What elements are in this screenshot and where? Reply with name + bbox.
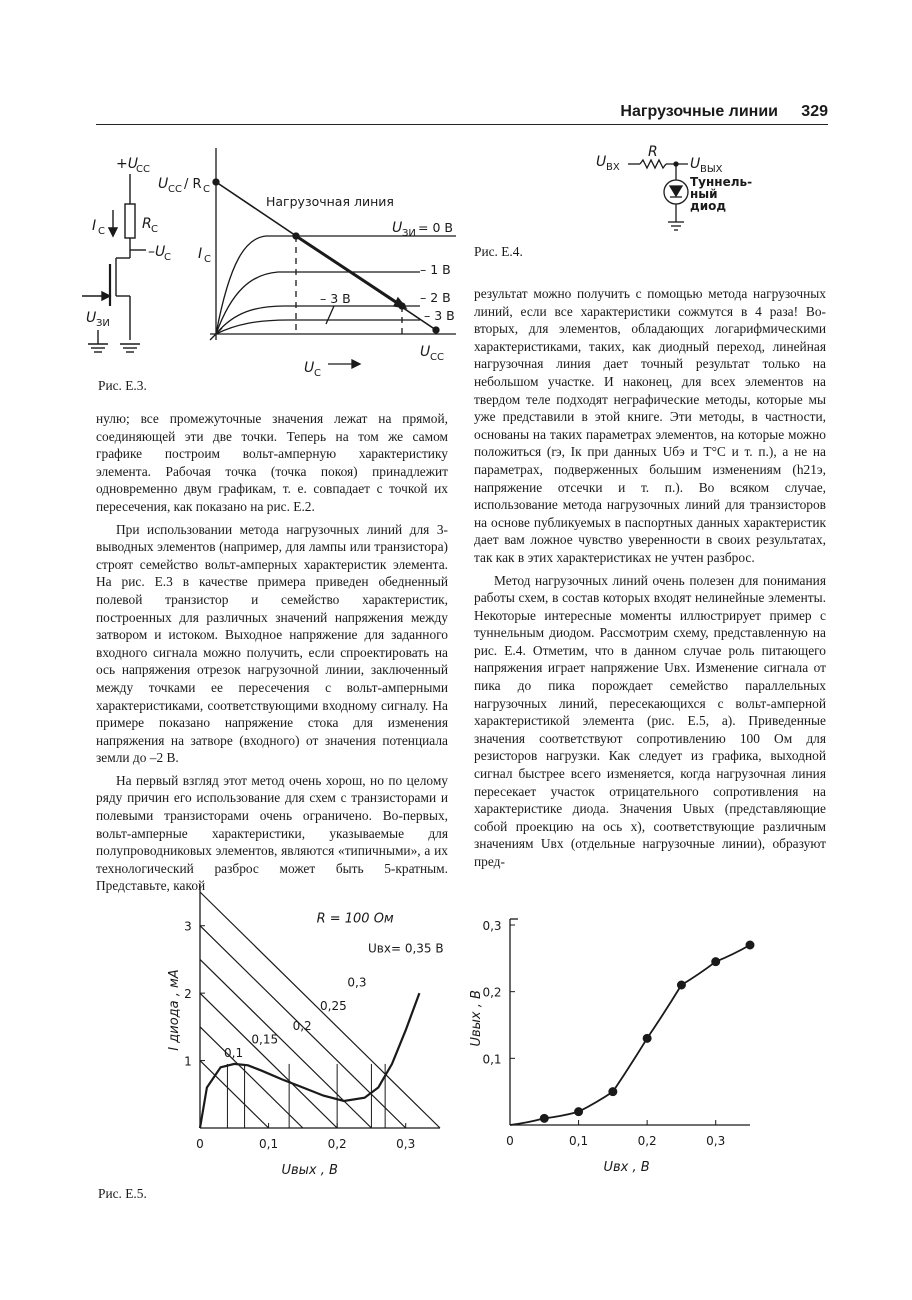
running-title: Нагрузочные линии [620, 103, 778, 120]
figure-e3 [80, 140, 460, 380]
svg-text:I: I [198, 246, 203, 262]
page-header [96, 100, 828, 125]
svg-text:U: U [158, 176, 169, 192]
caption-e3: Рис. Е.3. [98, 378, 147, 393]
page-number: 329 [801, 103, 828, 120]
svg-text:С: С [203, 184, 210, 195]
chart-e5a-diode-load-lines [150, 880, 450, 1180]
load-line [200, 1061, 269, 1128]
svg-text:С: С [151, 224, 158, 235]
vcc-label: +U [116, 156, 138, 172]
transfer-curve [510, 945, 750, 1125]
svg-text:ВЫХ: ВЫХ [700, 164, 723, 175]
resistor-r [640, 160, 666, 168]
load-line-end [433, 327, 439, 333]
curve-3v [216, 320, 420, 334]
caption-e5: Рис. Е.5. [98, 1186, 147, 1201]
x-tick-label: 0,1 [259, 1137, 279, 1151]
paragraph: При использовании метода нагрузочных линий для 3-выводных элементов (например, для лампы или транзистора) строят семейство вольт-амперных характеристик элемента. На рис. Е.3 в качестве примера приведен обедненный полевой транзистор и семейство характеристик, построенных для различных значений напряжения между затвором и истоком. Выходное напряжение для заданного входного сигнала можно получить, если спроектировать на ось напряжения отрезок нагрузочной линии, заключенный между точками ее пересечения с вольт-амперными характеристиками, соответствующими входному сигналу. На примере показано напряжение стока для изменения напряжения на затворе (входного) от значения потенциала земли до –2 В. [96, 521, 448, 766]
svg-text:U: U [420, 344, 431, 360]
paragraph: На первый взгляд этот метод очень хорош, но по целому ряду причин его использование для схем с транзисторами и полевыми транзисторами очень ограничено. Во-первых, вольт-амперные характеристики, указываемые для полупроводниковых элементов, являются «типичными», а их технологический разброс может быть 5-кратным. Представьте, какой [96, 772, 448, 894]
chart-title: R = 100 Ом [316, 911, 394, 927]
right-column [474, 285, 826, 876]
data-point [712, 958, 720, 966]
x-tick-label: 0,2 [637, 1134, 657, 1148]
paragraph: нулю; все промежуточные значения лежат на прямой, соединяющей эти две точки. Теперь на том же самом графике построим вольт-амперную характеристику элемента. Рабочая точка (точка покоя) принадлежит одновременно двум графикам, т. е. совпадает с точкой их пересечения, как показано на рис. Е.2. [96, 411, 448, 514]
label-3v: – 3 В [424, 308, 455, 323]
load-line [200, 959, 371, 1128]
x-tick-label: 0,3 [396, 1137, 416, 1151]
svg-text:С: С [98, 226, 105, 237]
fet-characteristics [158, 148, 456, 379]
load-line-label: 0,1 [224, 1046, 244, 1061]
drain-resistor [125, 204, 135, 238]
y-tick-label: 0,1 [482, 1052, 502, 1067]
svg-text:ВХ: ВХ [606, 162, 620, 173]
svg-text:Нагрузочная линия: Нагрузочная линия [266, 194, 394, 209]
x-axis-label: Uвых , В [281, 1163, 338, 1178]
svg-text:диод: диод [690, 199, 727, 213]
load-line-label: 0,2 [292, 1019, 312, 1034]
svg-text:С: С [164, 252, 171, 263]
x-tick-label: 0,2 [327, 1137, 347, 1151]
x-axis-label: Uвх , В [603, 1160, 650, 1175]
load-line-label: 0,3 [347, 975, 367, 990]
x-tick-label: 0 [196, 1137, 204, 1151]
svg-text:I: I [92, 218, 97, 234]
svg-text:СС: СС [136, 164, 150, 175]
y-tick-label: 0,3 [482, 919, 502, 933]
left-column [96, 410, 448, 900]
y-tick-label: 1 [184, 1054, 192, 1069]
svg-text:R: R [648, 144, 658, 160]
svg-text:СС: СС [430, 352, 444, 363]
svg-text:С: С [204, 254, 211, 265]
data-point [677, 981, 685, 989]
paragraph: Метод нагрузочных линий очень полезен для понимания работы схем, в состав которых входят нелинейные элементы. Некоторые интересные моменты иллюстрирует пример с туннельным диодом. Рассмотрим схему, представленную на рис. Е.4. Отметим, что в данном случае роль питающего напряжения играет напряжение Uвх. Изменение сигнала от пика до пика порождает семейство параллельных нагрузочных линий, пересекающихся с вольт-амперной характеристикой элемента (рис. Е.5, а). Приведенные значения соответствуют сопротивлению 100 Ом для резисторов нагрузки. Как следует из графика, выходной сигнал быстрее всего изменяется, когда нагрузочная линия пересекает участок отрицательного сопротивления на характеристике диода. Значения Uвых (представляющие собой проекцию на ось x), соответствующие различным значениям Uвх (отдельные нагрузочные линии), образуют пред- [474, 572, 826, 869]
svg-text:ЗИ: ЗИ [402, 228, 416, 239]
svg-text:U: U [304, 360, 315, 376]
x-tick-label: 0 [506, 1134, 514, 1148]
svg-text:U: U [86, 310, 97, 326]
label-0v: = 0 В [418, 220, 453, 235]
svg-text:Туннель-: Туннель- [690, 175, 753, 189]
svg-text:–U: –U [148, 244, 166, 260]
svg-text:U: U [392, 220, 403, 236]
curve-1v [216, 272, 420, 334]
load-line-label: Uвх= 0,35 В [368, 941, 444, 956]
svg-text:СС: СС [168, 184, 182, 195]
x-tick-label: 0,1 [569, 1134, 589, 1148]
y-axis-label: Uвых , В [469, 990, 484, 1047]
data-point [746, 941, 754, 949]
svg-text:С: С [314, 368, 321, 379]
load-line-label: 0,25 [320, 999, 347, 1013]
svg-text:ЗИ: ЗИ [96, 318, 110, 329]
label-1v: – 1 В [420, 262, 451, 277]
label-2v: – 2 В [420, 290, 451, 305]
label-3v-inner: – 3 В [320, 291, 351, 306]
load-line-label: 0,15 [251, 1032, 279, 1047]
svg-text:U: U [596, 154, 607, 170]
load-line [200, 993, 337, 1128]
chart-e5b-transfer [460, 915, 770, 1180]
x-tick-label: 0,3 [706, 1134, 726, 1148]
data-point [609, 1088, 617, 1096]
svg-text:U: U [690, 156, 701, 172]
data-point [643, 1034, 651, 1042]
svg-text:ный: ный [690, 187, 718, 201]
caption-e4: Рис. Е.4. [474, 244, 523, 259]
y-tick-label: 3 [184, 919, 192, 934]
svg-text:R: R [142, 216, 152, 232]
data-point [575, 1108, 583, 1116]
svg-text:/ R: / R [184, 177, 202, 192]
y-axis-label: I диода , мА [167, 969, 182, 1051]
diode-curve [200, 993, 419, 1128]
y-tick-label: 0,2 [482, 985, 502, 1000]
y-tick-label: 2 [184, 987, 192, 1002]
data-point [540, 1114, 548, 1122]
figure-e4 [590, 140, 770, 235]
paragraph: результат можно получить с помощью метода нагрузочных линий, если все характеристики сожмутся в 4 раза! Во-вторых, для элементов, обладающих логарифмическими характеристиками, таких, как диодный переход, линейная нагрузочная линия дает точный результат только на небольшом участке. И наконец, для всех элементов на твердом теле подходят неграфические методы, которые мы уже представили в этой книге. Эти методы, в частности, основаны на таких параметрах элементов, на которые можно положиться (rэ, Iк при данных Uбэ и T°C и т. п.), а не на параметрах, подверженных большим изменениям (h21э, напряжение отсечки и т. п.). Во всяком случае, использование метода нагрузочных линий для транзисторов на основе публикуемых в паспортных данных характеристик дает вам ложное чувство уверенности в своих результатах, так как в этих характеристиках не учтен разброс. [474, 286, 826, 565]
